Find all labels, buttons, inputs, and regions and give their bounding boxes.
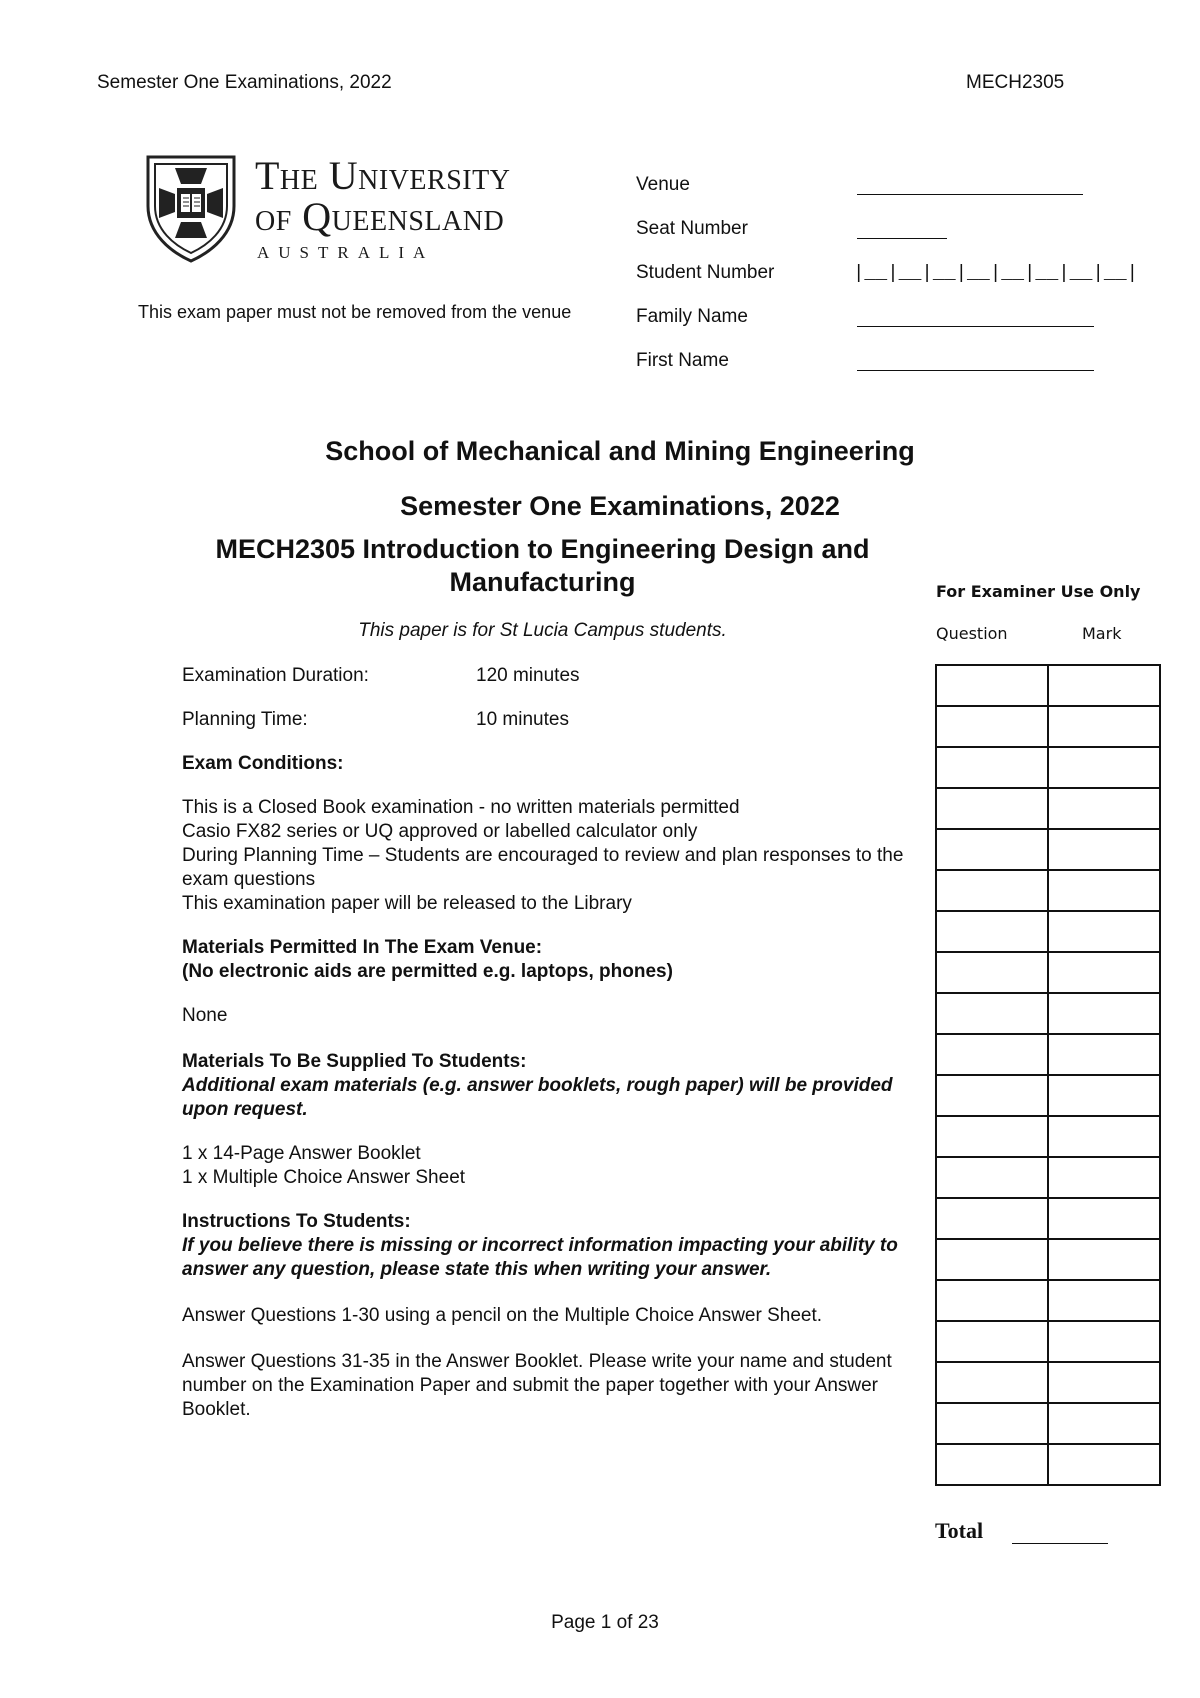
mark-cell[interactable] — [1048, 1362, 1160, 1403]
mark-cell[interactable] — [1048, 1075, 1160, 1116]
question-cell[interactable] — [936, 1444, 1048, 1485]
marks-row — [936, 1075, 1160, 1116]
student-number-label: Student Number — [636, 262, 775, 283]
examiner-marks-table — [935, 664, 1161, 1486]
campus-note: This paper is for St Lucia Campus students. — [358, 620, 727, 641]
planning-value: 10 minutes — [476, 709, 569, 730]
mark-cell[interactable] — [1048, 665, 1160, 706]
question-cell[interactable] — [936, 829, 1048, 870]
marks-row — [936, 1034, 1160, 1075]
question-cell[interactable] — [936, 1280, 1048, 1321]
mark-cell[interactable] — [1048, 1403, 1160, 1444]
marks-row — [936, 1198, 1160, 1239]
condition-item: This examination paper will be released to the Library — [182, 893, 632, 914]
marks-row — [936, 911, 1160, 952]
mark-cell[interactable] — [1048, 952, 1160, 993]
instructions-note: If you believe there is missing or incorrect information impacting your ability to answer any question, please state this when writing your answer. — [182, 1235, 898, 1280]
marks-row — [936, 829, 1160, 870]
instructions-p2: Answer Questions 31-35 in the Answer Booklet. Please write your name and student number on the Examination Paper and submit the paper together with your Answer Booklet. — [182, 1351, 892, 1420]
permitted-value: None — [182, 1005, 228, 1026]
marks-row — [936, 706, 1160, 747]
instructions-section — [182, 1210, 907, 1282]
logo-country: AUSTRALIA — [257, 243, 435, 262]
examiner-title: For Examiner Use Only — [936, 582, 1141, 601]
condition-item: During Planning Time – Students are encouraged to review and plan responses to the exam questions — [182, 845, 904, 890]
marks-row — [936, 665, 1160, 706]
permitted-subheading: (No electronic aids are permitted e.g. laptops, phones) — [182, 961, 673, 982]
mark-cell[interactable] — [1048, 829, 1160, 870]
conditions-heading: Exam Conditions: — [182, 753, 344, 774]
marks-row — [936, 1444, 1160, 1485]
planning-label: Planning Time: — [182, 709, 308, 730]
duration-label: Examination Duration: — [182, 665, 369, 686]
question-cell[interactable] — [936, 747, 1048, 788]
mark-column-header: Mark — [1082, 624, 1122, 643]
question-cell[interactable] — [936, 665, 1048, 706]
marks-row — [936, 952, 1160, 993]
conditions-list — [182, 796, 907, 916]
total-label: Total — [935, 1518, 984, 1543]
removal-notice: This exam paper must not be removed from the venue — [138, 302, 572, 322]
question-cell[interactable] — [936, 870, 1048, 911]
question-cell[interactable] — [936, 1321, 1048, 1362]
course-title: MECH2305 Introduction to Engineering Design and Manufacturing — [215, 534, 870, 597]
supplied-heading: Materials To Be Supplied To Students: — [182, 1051, 527, 1072]
question-column-header: Question — [936, 624, 1008, 643]
seat-number-field[interactable] — [857, 238, 947, 239]
supplied-section — [182, 1050, 907, 1122]
marks-row — [936, 1157, 1160, 1198]
marks-row — [936, 1403, 1160, 1444]
semester-title: Semester One Examinations, 2022 — [400, 491, 840, 521]
question-cell[interactable] — [936, 1034, 1048, 1075]
mark-cell[interactable] — [1048, 1157, 1160, 1198]
question-cell[interactable] — [936, 1198, 1048, 1239]
permitted-section — [182, 936, 907, 984]
question-cell[interactable] — [936, 1116, 1048, 1157]
mark-cell[interactable] — [1048, 1198, 1160, 1239]
question-cell[interactable] — [936, 788, 1048, 829]
header-right: MECH2305 — [966, 72, 1065, 93]
mark-cell[interactable] — [1048, 870, 1160, 911]
condition-item: Casio FX82 series or UQ approved or labelled calculator only — [182, 821, 698, 842]
marks-row — [936, 870, 1160, 911]
question-cell[interactable] — [936, 911, 1048, 952]
question-cell[interactable] — [936, 1403, 1048, 1444]
mark-cell[interactable] — [1048, 1280, 1160, 1321]
marks-row — [936, 1239, 1160, 1280]
mark-cell[interactable] — [1048, 1321, 1160, 1362]
instructions-heading: Instructions To Students: — [182, 1211, 411, 1232]
supplied-item: 1 x Multiple Choice Answer Sheet — [182, 1167, 466, 1188]
total-field[interactable] — [1012, 1543, 1108, 1544]
uq-crest-icon — [145, 154, 237, 264]
school-title: School of Mechanical and Mining Engineering — [325, 436, 915, 466]
supplied-item: 1 x 14-Page Answer Booklet — [182, 1143, 421, 1164]
duration-value: 120 minutes — [476, 665, 580, 686]
student-number-field[interactable]: |__|__|__|__|__|__|__|__| — [853, 262, 1139, 284]
first-name-label: First Name — [636, 350, 729, 371]
header-left: Semester One Examinations, 2022 — [97, 72, 392, 93]
logo-line1: The University — [255, 153, 511, 198]
mark-cell[interactable] — [1048, 1239, 1160, 1280]
question-cell[interactable] — [936, 1157, 1048, 1198]
mark-cell[interactable] — [1048, 1444, 1160, 1485]
question-cell[interactable] — [936, 1239, 1048, 1280]
condition-item: This is a Closed Book examination - no written materials permitted — [182, 797, 740, 818]
logo-line2: of Queensland — [255, 194, 505, 239]
mark-cell[interactable] — [1048, 1034, 1160, 1075]
family-name-label: Family Name — [636, 306, 748, 327]
mark-cell[interactable] — [1048, 788, 1160, 829]
page-number: Page 1 of 23 — [551, 1612, 659, 1633]
venue-field[interactable] — [857, 194, 1083, 195]
marks-row — [936, 788, 1160, 829]
question-cell[interactable] — [936, 1362, 1048, 1403]
supplied-note: Additional exam materials (e.g. answer booklets, rough paper) will be provided upon request. — [182, 1075, 893, 1120]
permitted-heading: Materials Permitted In The Exam Venue: — [182, 937, 543, 958]
question-cell[interactable] — [936, 952, 1048, 993]
marks-row — [936, 1280, 1160, 1321]
instructions-p1: Answer Questions 1-30 using a pencil on the Multiple Choice Answer Sheet. — [182, 1305, 823, 1326]
seat-number-label: Seat Number — [636, 218, 748, 239]
question-cell[interactable] — [936, 706, 1048, 747]
first-name-field[interactable] — [857, 370, 1094, 371]
mark-cell[interactable] — [1048, 706, 1160, 747]
marks-row — [936, 747, 1160, 788]
family-name-field[interactable] — [857, 326, 1094, 327]
mark-cell[interactable] — [1048, 747, 1160, 788]
supplied-list — [182, 1142, 907, 1190]
venue-label: Venue — [636, 174, 690, 195]
mark-cell[interactable] — [1048, 1116, 1160, 1157]
marks-row — [936, 1321, 1160, 1362]
question-cell[interactable] — [936, 1075, 1048, 1116]
question-cell[interactable] — [936, 993, 1048, 1034]
marks-row — [936, 993, 1160, 1034]
mark-cell[interactable] — [1048, 911, 1160, 952]
mark-cell[interactable] — [1048, 993, 1160, 1034]
marks-row — [936, 1362, 1160, 1403]
marks-row — [936, 1116, 1160, 1157]
